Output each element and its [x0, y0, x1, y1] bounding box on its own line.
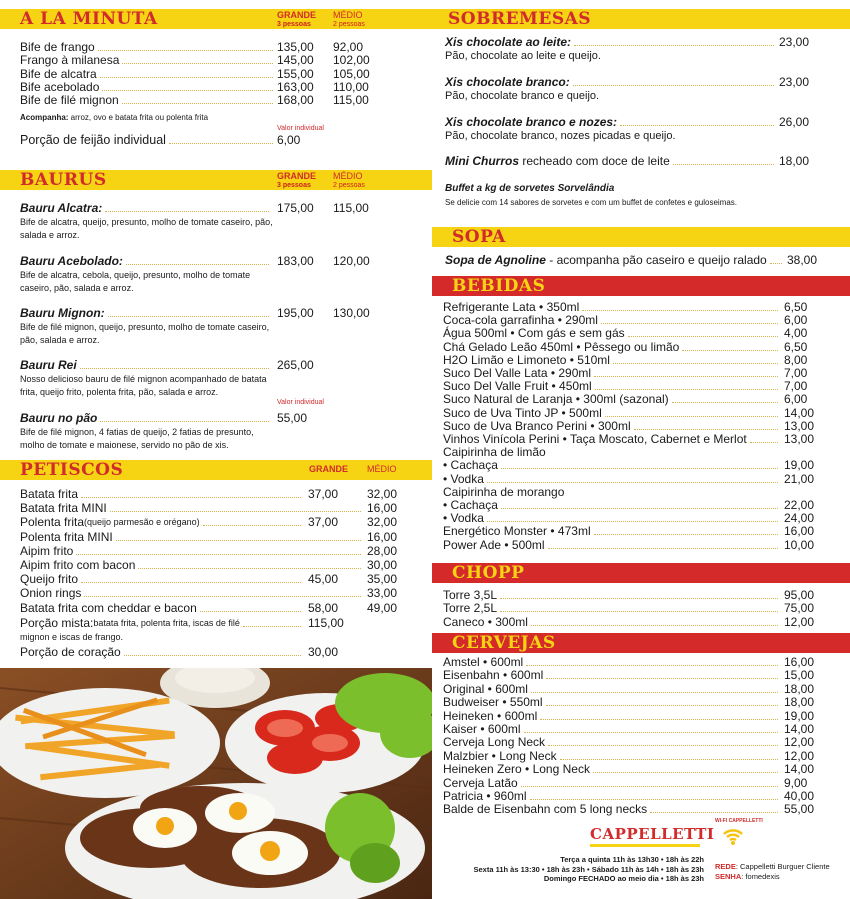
item-price: 12,00 [784, 748, 815, 763]
item-name: Coca-cola garrafinha • 290ml [443, 313, 598, 328]
item-price: 95,00 [784, 588, 815, 602]
section-baurus-header: BAURUS [0, 170, 432, 190]
wifi-label: WI-FI CAPPELLETTI [715, 818, 763, 824]
section-chopp-header: CHOPP [432, 563, 850, 583]
bebida-item [443, 367, 781, 380]
bebida-item [443, 393, 781, 406]
item-name: H2O Limão e Limoneto • 510ml [443, 352, 610, 367]
item-price: 22,00 [784, 498, 815, 512]
section-sopa-header: SOPA [432, 227, 850, 247]
grande-header: GRANDE [309, 464, 349, 474]
item-name: Caipirinha de morango [443, 484, 565, 499]
price-grande: 195,00 [277, 306, 314, 320]
churros-price: 18,00 [779, 154, 810, 168]
item-name: Bauru Alcatra: [20, 201, 103, 215]
item-name: Balde de Eisenbahn com 5 long necks [443, 802, 648, 817]
buffet-desc: Se delicie com 14 sabores de sorvetes e com um buffet de confetes e guloseimas. [445, 198, 738, 207]
item-name: Aipim frito com bacon [20, 558, 136, 572]
price-grande: 55,00 [277, 411, 308, 425]
petisco-item [20, 602, 304, 615]
medio-header: MÉDIO 2 pessoas [333, 10, 365, 28]
bauru-item [20, 307, 272, 320]
price-medio: 30,00 [367, 558, 398, 572]
item-name: Bauru Acebolado: [20, 254, 123, 268]
item-name: Suco de Uva Branco Perini • 300ml [443, 418, 631, 433]
item-name: Power Ade • 500ml [443, 537, 545, 552]
cerveja-item [443, 790, 781, 803]
price-medio: 32,00 [367, 515, 398, 530]
item-price: 8,00 [784, 352, 808, 367]
item-price: 6,00 [784, 392, 808, 407]
porcao-coracao-price: 30,00 [308, 645, 339, 659]
item-name: Batata frita MINI [20, 501, 107, 516]
item-name: Suco Del Valle Fruit • 450ml [443, 379, 592, 394]
item-name: Batata frita [20, 487, 79, 501]
item-name: Suco Del Valle Lata • 290ml [443, 366, 592, 380]
price-medio: 35,00 [367, 572, 398, 587]
item-price: 55,00 [784, 802, 815, 817]
price-medio: 16,00 [367, 501, 398, 516]
item-desc: Pão, chocolate ao leite e queijo. [445, 50, 601, 62]
petisco-item [20, 516, 304, 529]
porcao-mista-desc: mignon e iscas de frango. [20, 632, 124, 642]
item-desc: Bife de alcatra, queijo, presunto, molho de tomate caseiro, pão, salada e arroz. [20, 217, 273, 240]
item-price: 23,00 [779, 35, 810, 49]
item-price: 6,50 [784, 339, 808, 354]
price-grande: 163,00 [277, 79, 314, 94]
price-grande: 58,00 [308, 600, 339, 615]
item-name: Heineken Zero • Long Neck [443, 762, 590, 777]
item-name: Malzbier • Long Neck [443, 748, 557, 763]
price-medio: 120,00 [333, 254, 370, 268]
bauru-item [20, 202, 272, 215]
bebida-item [443, 301, 781, 314]
item-extra: (queijo parmesão e orégano) [84, 517, 200, 528]
sobremesa-item [445, 116, 777, 129]
petisco-item [20, 559, 364, 572]
bebida-item [443, 486, 603, 499]
item-name: Cerveja Long Neck [443, 735, 546, 750]
item-price: 16,00 [784, 655, 815, 669]
item-price: 18,00 [784, 681, 815, 696]
bebida-item [443, 354, 781, 367]
item-name: Caneco • 300ml [443, 614, 528, 629]
item-price: 9,00 [784, 775, 808, 790]
hours-line: Sexta 11h às 13:30 • 18h às 23h • Sábado 11h às 14h • 18h às 23h [473, 864, 704, 874]
item-price: 14,00 [784, 722, 815, 736]
item-name: Kaiser • 600ml [443, 722, 521, 736]
item-name: Bife de frango [20, 40, 95, 54]
feijao-price: 6,00 [277, 133, 301, 147]
item-name: Xis chocolate branco: [445, 75, 570, 89]
item-name: Bife acebolado [20, 79, 100, 94]
item-name: Vinhos Vinícola Perini • Taça Moscato, Cabernet e Merlot [443, 432, 747, 446]
item-name: Eisenbahn • 600ml [443, 668, 544, 683]
price-grande: 145,00 [277, 53, 314, 68]
bebida-item [443, 473, 781, 486]
price-grande: 37,00 [308, 487, 339, 501]
item-name: Polenta frita MINI [20, 529, 113, 544]
item-desc: Nosso delicioso bauru de filé mignon acompanhado de batata frita, queijo frito, polenta frita, pão, salada e arroz. [20, 374, 267, 397]
item-name: Bauru no pão [20, 411, 98, 425]
chopp-item [443, 616, 781, 629]
price-medio: 33,00 [367, 586, 398, 601]
section-sobremesas-header: SOBREMESAS [432, 9, 850, 29]
food-photo [0, 668, 432, 899]
chopp-item [443, 589, 781, 602]
section-bebidas-header: BEBIDAS [432, 276, 850, 296]
minuta-item [20, 94, 276, 107]
item-name: Torre 2,5L [443, 601, 498, 616]
minuta-acompanha: Acompanha: arroz, ovo e batata frita ou polenta frita [20, 113, 209, 122]
chopp-item [443, 602, 781, 615]
bauru-item [20, 359, 272, 372]
item-price: 14,00 [784, 762, 815, 777]
price-grande: 135,00 [277, 40, 314, 54]
petisco-item [20, 488, 304, 501]
item-price: 10,00 [784, 537, 815, 552]
item-price: 6,50 [784, 300, 808, 314]
item-price: 14,00 [784, 405, 815, 420]
churros-row: Mini Churros recheado com doce de leite [445, 155, 777, 168]
price-grande: 183,00 [277, 254, 314, 268]
grande-header: GRANDE 3 pessoas [277, 171, 317, 189]
item-price: 75,00 [784, 601, 815, 616]
price-medio: 105,00 [333, 66, 370, 81]
item-name: Xis chocolate ao leite: [445, 35, 572, 49]
bebida-item [443, 459, 781, 472]
porcao-mista-row: Porção mista: batata frita, polenta frita, iscas de filé [20, 617, 304, 630]
price-medio: 130,00 [333, 306, 370, 320]
section-petiscos-header: PETISCOS [0, 460, 432, 480]
item-name: Bauru Rei [20, 358, 77, 372]
feijao-row: Porção de feijão individual [20, 134, 276, 147]
cerveja-item [443, 669, 781, 682]
item-price: 13,00 [784, 418, 815, 433]
item-name: Aipim frito [20, 543, 74, 558]
cerveja-item [443, 723, 781, 736]
grande-header: GRANDE 3 pessoas [277, 10, 317, 28]
price-grande: 45,00 [308, 572, 339, 587]
section-minuta-header [0, 9, 432, 29]
valor-individual-label: Valor individual [277, 125, 324, 132]
cerveja-item [443, 750, 781, 763]
cerveja-item [443, 736, 781, 749]
cerveja-item [443, 763, 781, 776]
item-name: Heineken • 600ml [443, 708, 538, 723]
section-title: A LA MINUTA [20, 9, 158, 29]
bebida-item [443, 341, 781, 354]
price-grande: 175,00 [277, 201, 314, 215]
sobremesa-item [445, 76, 777, 89]
porcao-coracao-row: Porção de coração [20, 646, 304, 659]
minuta-item [20, 81, 276, 94]
item-name: Frango à milanesa [20, 53, 120, 68]
sopa-row: Sopa de Agnoline - acompanha pão caseiro e queijo ralado [445, 254, 785, 267]
item-price: 18,00 [784, 695, 815, 710]
item-name: Original • 600ml [443, 681, 528, 696]
minuta-item [20, 68, 276, 81]
item-desc: Bife de filé mignon, queijo, presunto, molho de tomate caseiro, pão, salada e arroz. [20, 322, 270, 345]
petisco-item [20, 531, 364, 544]
hours-line: Terça a quinta 11h às 13h30 • 18h às 22h [560, 855, 704, 864]
minuta-item [20, 41, 276, 54]
petisco-item [20, 573, 304, 586]
buffet-title: Buffet a kg de sorvetes Sorvelândia [445, 183, 615, 194]
item-price: 13,00 [784, 432, 815, 446]
item-name: Patricia • 960ml [443, 789, 527, 803]
item-name: • Vodka [443, 471, 484, 486]
item-name: Água 500ml • Com gás e sem gás [443, 326, 625, 341]
cerveja-item [443, 696, 781, 709]
item-price: 12,00 [784, 614, 815, 629]
item-desc: Pão, chocolate branco, nozes picadas e queijo. [445, 130, 676, 142]
item-name: Caipirinha de limão [443, 445, 546, 460]
medio-header: MÉDIO [367, 464, 397, 474]
item-price: 7,00 [784, 379, 808, 394]
cerveja-item [443, 683, 781, 696]
bebida-item [443, 420, 781, 433]
item-price: 24,00 [784, 511, 815, 526]
item-name: Bauru Mignon: [20, 306, 105, 320]
section-cervejas-header: CERVEJAS [432, 633, 850, 653]
item-name: • Vodka [443, 511, 484, 526]
bebida-item [443, 512, 781, 525]
item-name: Queijo frito [20, 572, 79, 587]
item-name: Bife de alcatra [20, 66, 97, 81]
wifi-credentials: REDE: Cappelletti Burguer Cliente SENHA: fomedexis [715, 862, 830, 881]
item-name: Energético Monster • 473ml [443, 524, 591, 539]
cerveja-item [443, 656, 781, 669]
item-name: Onion rings [20, 586, 82, 601]
item-price: 26,00 [779, 115, 810, 129]
price-grande: 168,00 [277, 93, 314, 108]
cerveja-item [443, 803, 781, 816]
item-name: Amstel • 600ml [443, 655, 524, 669]
food-photo-illustration [0, 668, 432, 899]
price-grande: 265,00 [277, 358, 314, 372]
item-desc: Bife de filé mignon, 4 fatias de queijo, 2 fatias de presunto, molho de tomate e maionese, servido no pão de xis. [20, 427, 254, 450]
item-name: Batata frita com cheddar e bacon [20, 600, 197, 615]
price-medio: 92,00 [333, 40, 364, 54]
bebida-item [443, 380, 781, 393]
item-desc: Bife de alcatra, cebola, queijo, presunto, molho de tomate caseiro, pão, salada e arroz. [20, 270, 251, 293]
item-price: 15,00 [784, 668, 815, 683]
bebida-item [443, 525, 781, 538]
item-name: • Cachaça [443, 458, 498, 473]
price-medio: 32,00 [367, 487, 398, 501]
item-name: Cerveja Latão [443, 775, 518, 790]
bebida-item [443, 433, 781, 446]
petisco-item [20, 545, 364, 558]
hours-line: Domingo FECHADO ao meio dia • 18h às 23h [543, 874, 704, 883]
valor-individual-label: Valor individual [277, 399, 324, 406]
hours [442, 855, 704, 884]
price-medio: 16,00 [367, 529, 398, 544]
item-name: Suco de Uva Tinto JP • 500ml [443, 405, 602, 420]
item-name: Chá Gelado Leão 450ml • Pêssego ou limão [443, 339, 680, 354]
porcao-mista-price: 115,00 [308, 616, 344, 630]
item-price: 21,00 [784, 471, 815, 486]
item-price: 4,00 [784, 326, 808, 341]
price-grande: 37,00 [308, 515, 339, 530]
bebida-item [443, 407, 781, 420]
bebida-item [443, 446, 603, 459]
cappelletti-logo: CAPPELLETTI [590, 825, 714, 847]
item-price: 16,00 [784, 524, 815, 539]
sobremesa-item [445, 36, 777, 49]
item-name: Refrigerante Lata • 350ml [443, 300, 580, 314]
item-name: Xis chocolate branco e nozes: [445, 115, 618, 129]
item-name: Torre 3,5L [443, 588, 498, 602]
price-medio: 115,00 [333, 201, 369, 215]
medio-header: MÉDIO 2 pessoas [333, 171, 365, 189]
petisco-item [20, 502, 364, 515]
item-price: 6,00 [784, 313, 808, 328]
bauru-item [20, 255, 272, 268]
item-desc: Pão, chocolate branco e queijo. [445, 90, 600, 102]
price-medio: 110,00 [333, 79, 369, 94]
item-name: Budweiser • 550ml [443, 695, 543, 710]
price-medio: 28,00 [367, 543, 398, 558]
cerveja-item [443, 710, 781, 723]
item-price: 19,00 [784, 708, 815, 723]
minuta-item [20, 54, 276, 67]
bebida-item [443, 327, 781, 340]
item-price: 12,00 [784, 735, 815, 750]
bebida-item [443, 499, 781, 512]
bebida-item [443, 539, 781, 552]
price-grande: 155,00 [277, 66, 314, 81]
item-name: Suco Natural de Laranja • 300ml (sazonal) [443, 392, 669, 407]
item-name: Bife de filé mignon [20, 93, 119, 108]
item-price: 19,00 [784, 458, 815, 473]
price-medio: 115,00 [333, 93, 369, 108]
item-price: 23,00 [779, 75, 810, 89]
item-price: 7,00 [784, 366, 808, 380]
cerveja-item [443, 777, 781, 790]
bauru-item [20, 412, 272, 425]
price-medio: 102,00 [333, 53, 370, 68]
price-medio: 49,00 [367, 600, 398, 615]
item-price: 40,00 [784, 789, 815, 803]
sopa-price: 38,00 [787, 253, 818, 267]
wifi-icon [722, 825, 744, 847]
item-name: Polenta frita [20, 515, 85, 530]
item-name: • Cachaça [443, 498, 498, 512]
petisco-item [20, 587, 364, 600]
